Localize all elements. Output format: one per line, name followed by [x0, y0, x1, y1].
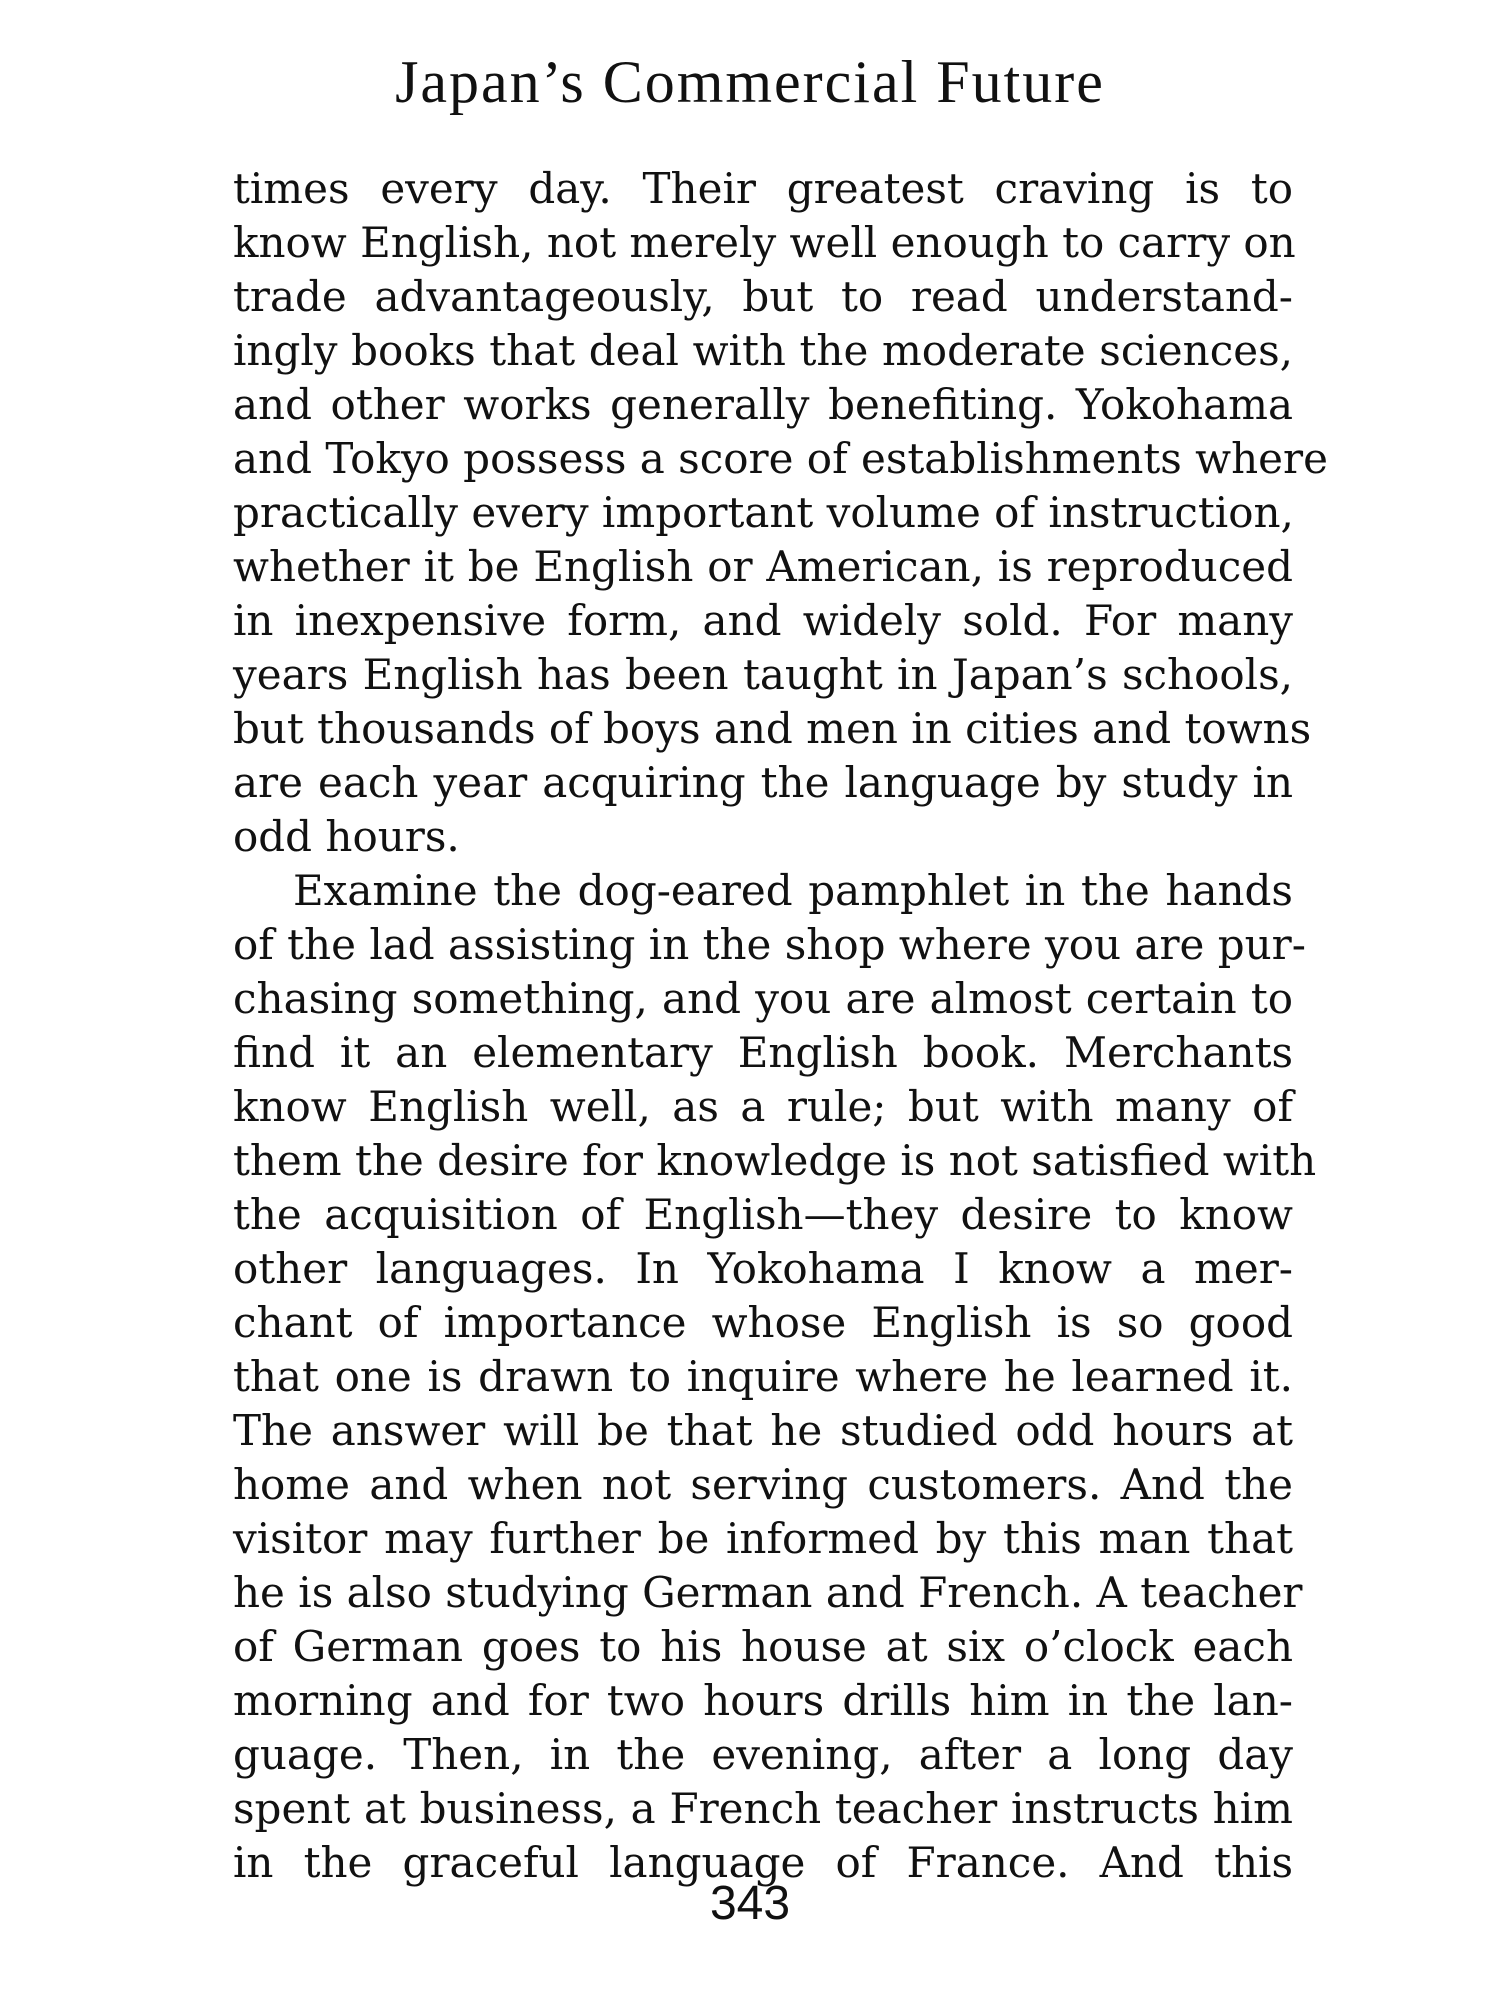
text-line: but thousands of boys and men in cities and towns — [233, 704, 1312, 753]
text-line: them the desire for knowledge is not satisfied with — [233, 1136, 1317, 1185]
text-line: other languages. In Yokohama I know a mer- — [233, 1244, 1293, 1293]
text-line: spent at business, a French teacher instructs him — [233, 1784, 1293, 1833]
text-line: in inexpensive form, and widely sold. For many — [233, 596, 1293, 645]
text-line: and Tokyo possess a score of establishments where — [233, 434, 1328, 483]
text-line: odd hours. — [233, 812, 460, 861]
text-line: Examine the dog-eared pamphlet in the hands — [293, 866, 1293, 915]
text-line: guage. Then, in the evening, after a long day — [233, 1730, 1293, 1779]
text-line: practically every important volume of instruction, — [233, 488, 1294, 537]
text-line: whether it be English or American, is reproduced — [233, 542, 1293, 591]
text-line: that one is drawn to inquire where he learned it. — [233, 1352, 1293, 1401]
text-line: and other works generally benefiting. Yokohama — [233, 380, 1293, 429]
text-line: of the lad assisting in the shop where you are pur- — [233, 920, 1306, 969]
text-line: find it an elementary English book. Merchants — [233, 1028, 1293, 1077]
text-line: are each year acquiring the language by study in — [233, 758, 1293, 807]
text-line: know English well, as a rule; but with many of — [233, 1082, 1293, 1131]
text-line: morning and for two hours drills him in the lan- — [233, 1676, 1293, 1725]
text-line: he is also studying German and French. A teacher — [233, 1568, 1303, 1617]
text-line: home and when not serving customers. And the — [233, 1460, 1293, 1509]
text-line: times every day. Their greatest craving is to — [233, 164, 1293, 213]
text-line: in the graceful language of France. And this — [233, 1838, 1293, 1887]
text-line: years English has been taught in Japan’s schools, — [233, 650, 1293, 699]
text-line: know English, not merely well enough to carry on — [233, 218, 1296, 267]
page-number: 343 — [709, 1877, 791, 1930]
text-line: of German goes to his house at six o’clock each — [233, 1622, 1293, 1671]
text-line: trade advantageously, but to read understand- — [233, 272, 1293, 321]
text-line: the acquisition of English—they desire to know — [233, 1190, 1293, 1239]
text-line: visitor may further be informed by this man that — [233, 1514, 1293, 1563]
text-line: ingly books that deal with the moderate sciences, — [233, 326, 1293, 375]
text-line: chasing something, and you are almost certain to — [233, 974, 1293, 1023]
text-line: The answer will be that he studied odd hours at — [233, 1406, 1293, 1455]
running-head: Japan’s Commercial Future — [395, 49, 1105, 115]
text-line: chant of importance whose English is so good — [233, 1298, 1293, 1347]
body-text — [233, 162, 1328, 1890]
